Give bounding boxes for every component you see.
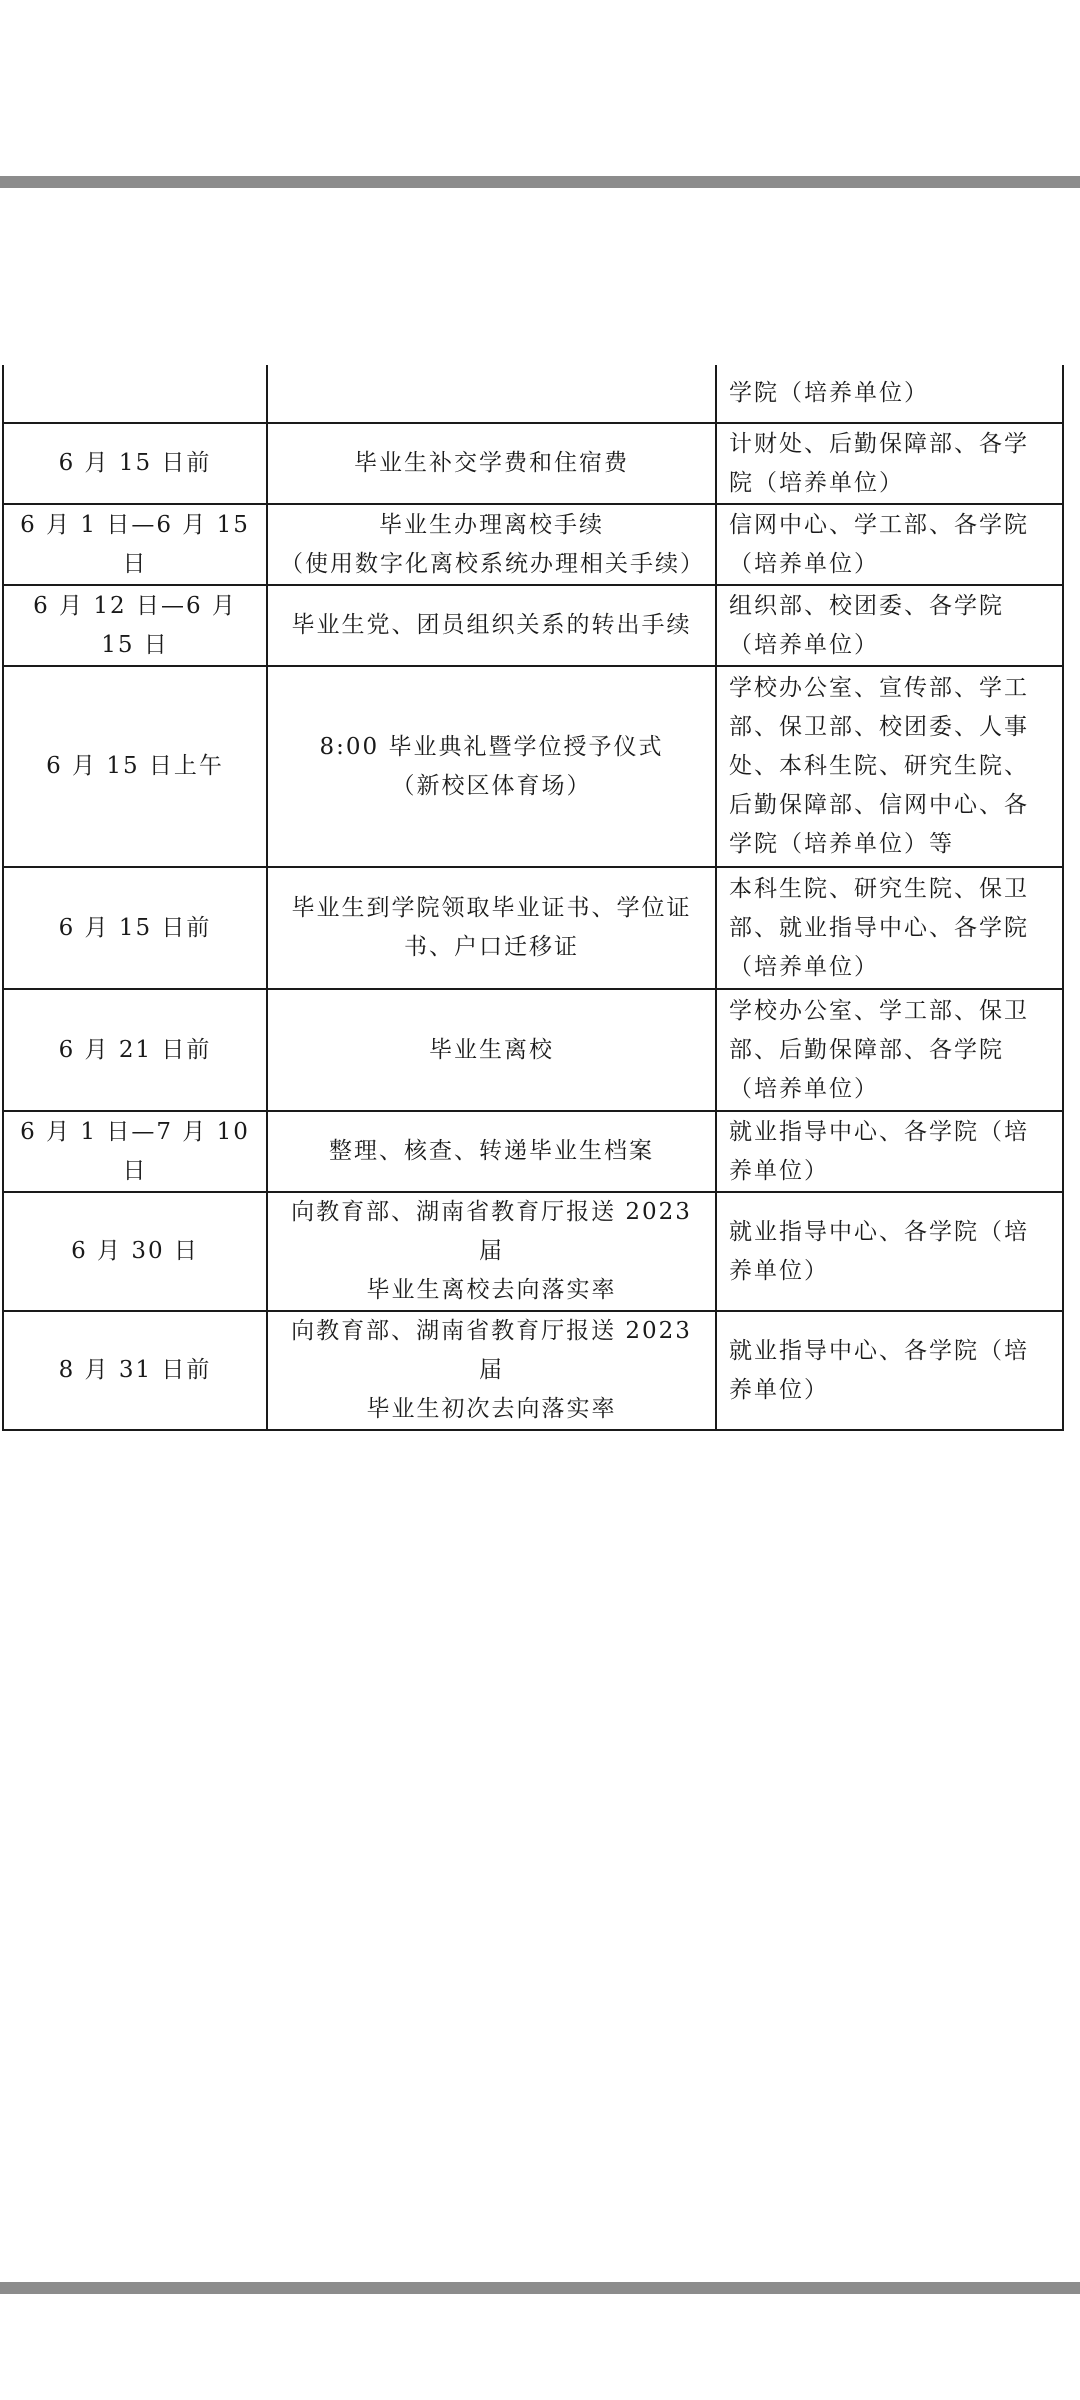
date-cell: 6 月 15 日前: [3, 423, 267, 504]
date-cell: 6 月 21 日前: [3, 989, 267, 1111]
task-line: 毕业生初次去向落实率: [366, 1396, 617, 1422]
table-row: [3, 1111, 1063, 1192]
date-cell: 8 月 31 日前: [3, 1311, 267, 1430]
table-row: [3, 1311, 1063, 1430]
task-cell: [267, 1311, 716, 1430]
dept-cell: 就业指导中心、各学院（培养单位）: [716, 1192, 1063, 1311]
task-cell: [267, 989, 716, 1111]
table-row: [3, 1192, 1063, 1311]
task-line: 整理、核查、转递毕业生档案: [329, 1138, 654, 1164]
dept-cell: 信网中心、学工部、各学院（培养单位）: [716, 504, 1063, 585]
dept-cell: 组织部、校团委、各学院（培养单位）: [716, 585, 1063, 666]
dept-cell: 计财处、后勤保障部、各学院（培养单位）: [716, 423, 1063, 504]
date-cell: 6 月 1 日—7 月 10 日: [3, 1111, 267, 1192]
dept-cell: 就业指导中心、各学院（培养单位）: [716, 1111, 1063, 1192]
task-cell: [267, 504, 716, 585]
table-row: [3, 423, 1063, 504]
task-cell: [267, 585, 716, 666]
date-cell: 6 月 15 日前: [3, 867, 267, 989]
date-cell: 6 月 30 日: [3, 1192, 267, 1311]
task-line: （新校区体育场）: [391, 772, 592, 799]
task-line: 8:00 毕业典礼暨学位授予仪式: [319, 733, 664, 760]
dept-cell: 学校办公室、学工部、保卫部、后勤保障部、各学院（培养单位）: [716, 989, 1063, 1111]
dept-cell: 本科生院、研究生院、保卫部、就业指导中心、各学院（培养单位）: [716, 867, 1063, 989]
date-cell: 6 月 15 日上午: [3, 666, 267, 867]
page-divider-top: [0, 176, 1080, 188]
date-cell: 6 月 12 日—6 月 15 日: [3, 585, 267, 666]
dept-cell: 就业指导中心、各学院（培养单位）: [716, 1311, 1063, 1430]
task-cell: [267, 867, 716, 989]
task-line: 毕业生到学院领取毕业证书、学位证: [291, 895, 692, 921]
dept-cell: 学院（培养单位）: [716, 365, 1063, 423]
task-line: 毕业生办理离校手续: [379, 511, 604, 538]
table-row: [3, 365, 1063, 423]
table-row: [3, 989, 1063, 1111]
task-line: 毕业生离校去向落实率: [366, 1277, 617, 1303]
dept-cell: 学校办公室、宣传部、学工部、保卫部、校团委、人事处、本科生院、研究生院、后勤保障部、信网中心、各学院（培养单位）等: [716, 666, 1063, 867]
task-line: 毕业生离校: [429, 1036, 554, 1063]
task-line: 毕业生党、团员组织关系的转出手续: [291, 612, 692, 638]
task-cell: [267, 365, 716, 423]
task-line: 毕业生补交学费和住宿费: [354, 450, 629, 476]
date-cell: 6 月 1 日—6 月 15 日: [3, 504, 267, 585]
task-cell: [267, 1192, 716, 1311]
table-row: [3, 585, 1063, 666]
task-cell: [267, 666, 716, 867]
table-row: [3, 504, 1063, 585]
date-cell: [3, 365, 267, 423]
table-row: [3, 666, 1063, 867]
table-row: [3, 867, 1063, 989]
task-line: 向教育部、湖南省教育厅报送 2023 届: [291, 1318, 692, 1383]
graduation-schedule-table: [2, 365, 1064, 1431]
task-cell: [267, 1111, 716, 1192]
task-line: 向教育部、湖南省教育厅报送 2023 届: [291, 1199, 692, 1264]
task-cell: [267, 423, 716, 504]
task-line: 书、户口迁移证: [404, 934, 579, 960]
task-line: （使用数字化离校系统办理相关手续）: [280, 550, 705, 577]
page-divider-bottom: [0, 2282, 1080, 2294]
